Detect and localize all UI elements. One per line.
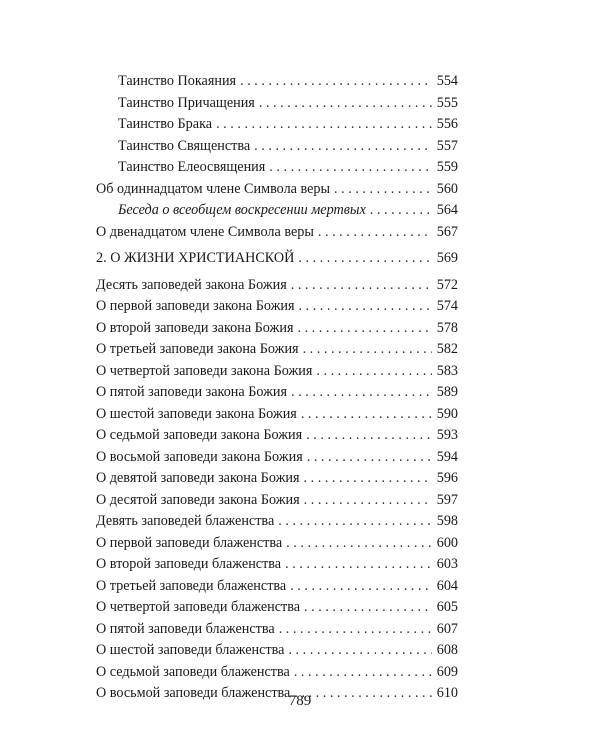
dot-leader xyxy=(290,576,432,598)
toc-entry-page: 609 xyxy=(436,663,458,680)
toc-entry-page: 610 xyxy=(436,685,458,701)
toc-entry-title: О шестой заповеди закона Божия xyxy=(96,405,297,422)
table-of-contents xyxy=(96,71,458,705)
toc-entry-title: 2. О ЖИЗНИ ХРИСТИАНСКОЙ xyxy=(96,250,295,266)
toc-entry-page: 557 xyxy=(436,137,458,154)
toc-entry xyxy=(96,597,458,619)
toc-entry-title: О пятой заповеди блаженства xyxy=(96,620,275,637)
toc-entry xyxy=(96,275,458,297)
toc-entry xyxy=(96,554,458,576)
toc-entry xyxy=(96,490,458,512)
toc-entry xyxy=(96,157,458,179)
dot-leader xyxy=(278,511,432,533)
toc-entry-page: 589 xyxy=(436,384,458,400)
toc-entry-title: О восьмой заповеди закона Божия xyxy=(96,448,303,465)
toc-entry-page: 582 xyxy=(436,341,458,357)
dot-leader xyxy=(294,662,432,684)
dot-leader xyxy=(316,361,432,383)
toc-entry xyxy=(96,640,458,662)
toc-entry xyxy=(96,425,458,447)
toc-entry xyxy=(96,339,458,361)
toc-entry-page: 608 xyxy=(436,642,458,658)
dot-leader xyxy=(318,222,432,244)
toc-entry-title: О первой заповеди блаженства xyxy=(96,534,283,551)
toc-entry-page: 564 xyxy=(436,202,458,218)
toc-entry xyxy=(96,576,458,598)
toc-entry-title: Таинство Священства xyxy=(118,137,251,154)
toc-entry xyxy=(96,468,458,490)
toc-entry-page: 567 xyxy=(436,223,458,240)
dot-leader xyxy=(285,554,432,576)
toc-entry-page: 556 xyxy=(436,116,458,132)
dot-leader xyxy=(240,71,432,93)
toc-entry-title: Таинство Елеосвящения xyxy=(118,159,266,175)
toc-entry-page: 590 xyxy=(436,405,458,422)
dot-leader xyxy=(298,248,432,270)
dot-leader xyxy=(279,619,432,641)
toc-entry-page: 594 xyxy=(436,448,458,465)
toc-entry-page: 597 xyxy=(436,491,458,508)
toc-entry xyxy=(96,71,458,93)
toc-entry-page: 555 xyxy=(436,94,458,111)
toc-entry-title: О четвертой заповеди блаженства xyxy=(96,599,301,615)
toc-entry xyxy=(96,361,458,383)
toc-entry-page: 605 xyxy=(436,599,458,615)
toc-entry-title: Таинство Причащения xyxy=(118,94,255,111)
toc-entry-title: О третьей заповеди закона Божия xyxy=(96,341,299,357)
dot-leader xyxy=(306,425,432,447)
toc-entry-title: Таинство Брака xyxy=(118,116,213,132)
dot-leader xyxy=(304,597,432,619)
toc-entry-title: О третьей заповеди блаженства xyxy=(96,577,287,594)
toc-entry-page: 560 xyxy=(436,180,458,197)
dot-leader xyxy=(254,136,432,158)
toc-entry-page: 607 xyxy=(436,620,458,637)
dot-leader xyxy=(299,296,432,318)
dot-leader xyxy=(259,93,432,115)
dot-leader xyxy=(291,275,432,297)
toc-entry xyxy=(96,222,458,244)
dot-leader xyxy=(301,404,432,426)
dot-leader xyxy=(216,114,432,136)
toc-entry xyxy=(96,511,458,533)
toc-entry xyxy=(96,318,458,340)
toc-entry-page: 583 xyxy=(436,362,458,379)
toc-entry xyxy=(96,136,458,158)
dot-leader xyxy=(288,640,432,662)
toc-entry-title: Десять заповедей закона Божия xyxy=(96,276,287,293)
toc-entry xyxy=(96,404,458,426)
toc-entry-title: О пятой заповеди закона Божия xyxy=(96,384,288,400)
dot-leader xyxy=(303,339,432,361)
toc-entry xyxy=(96,662,458,684)
toc-entry-page: 593 xyxy=(436,427,458,443)
toc-entry-page: 572 xyxy=(436,276,458,293)
toc-entry-title: О второй заповеди закона Божия xyxy=(96,319,294,336)
toc-entry-page: 569 xyxy=(436,250,458,266)
page-number: 789 xyxy=(288,693,312,709)
dot-leader xyxy=(304,490,432,512)
toc-section-heading xyxy=(96,248,458,270)
toc-entry-title: О двенадцатом члене Символа веры xyxy=(96,223,314,240)
dot-leader xyxy=(334,179,432,201)
toc-entry-page: 604 xyxy=(436,577,458,594)
dot-leader xyxy=(307,447,432,469)
toc-entry-page: 600 xyxy=(436,534,458,551)
toc-entry-title: О седьмой заповеди закона Божия xyxy=(96,427,303,443)
toc-entry-page: 598 xyxy=(436,513,458,529)
dot-leader xyxy=(297,318,432,340)
toc-entry-title: О десятой заповеди закона Божия xyxy=(96,491,300,508)
dot-leader xyxy=(304,468,433,490)
toc-entry-title: О первой заповеди закона Божия xyxy=(96,298,295,314)
toc-entry-title: О второй заповеди блаженства xyxy=(96,556,282,572)
toc-entry-title: Таинство Покаяния xyxy=(118,73,237,89)
toc-entry xyxy=(96,533,458,555)
toc-entry-page: 554 xyxy=(436,73,458,89)
toc-entry-title: Об одиннадцатом члене Символа веры xyxy=(96,180,331,197)
toc-entry xyxy=(96,200,458,222)
toc-entry-page: 578 xyxy=(436,319,458,336)
dot-leader xyxy=(291,382,432,404)
toc-entry xyxy=(96,179,458,201)
dot-leader xyxy=(269,157,432,179)
toc-entry-title: О восьмой заповеди блаженства xyxy=(96,685,291,701)
toc-entry-title: Девять заповедей блаженства xyxy=(96,513,275,529)
toc-entry-title: О шестой заповеди блаженства xyxy=(96,642,285,658)
toc-entry xyxy=(96,619,458,641)
toc-entry xyxy=(96,93,458,115)
toc-entry-page: 574 xyxy=(436,298,458,314)
toc-entry xyxy=(96,382,458,404)
toc-entry xyxy=(96,114,458,136)
toc-entry-page: 596 xyxy=(436,470,458,486)
dot-leader xyxy=(286,533,432,555)
toc-entry-page: 603 xyxy=(436,556,458,572)
toc-entry xyxy=(96,447,458,469)
toc-entry xyxy=(96,296,458,318)
toc-entry-title: О седьмой заповеди блаженства xyxy=(96,663,290,680)
dot-leader xyxy=(370,200,432,222)
toc-entry-title: Беседа о всеобщем воскресении мертвых xyxy=(118,202,366,218)
toc-entry-page: 559 xyxy=(436,159,458,175)
toc-entry-title: О девятой заповеди закона Божия xyxy=(96,470,300,486)
toc-entry-title: О четвертой заповеди закона Божия xyxy=(96,362,313,379)
